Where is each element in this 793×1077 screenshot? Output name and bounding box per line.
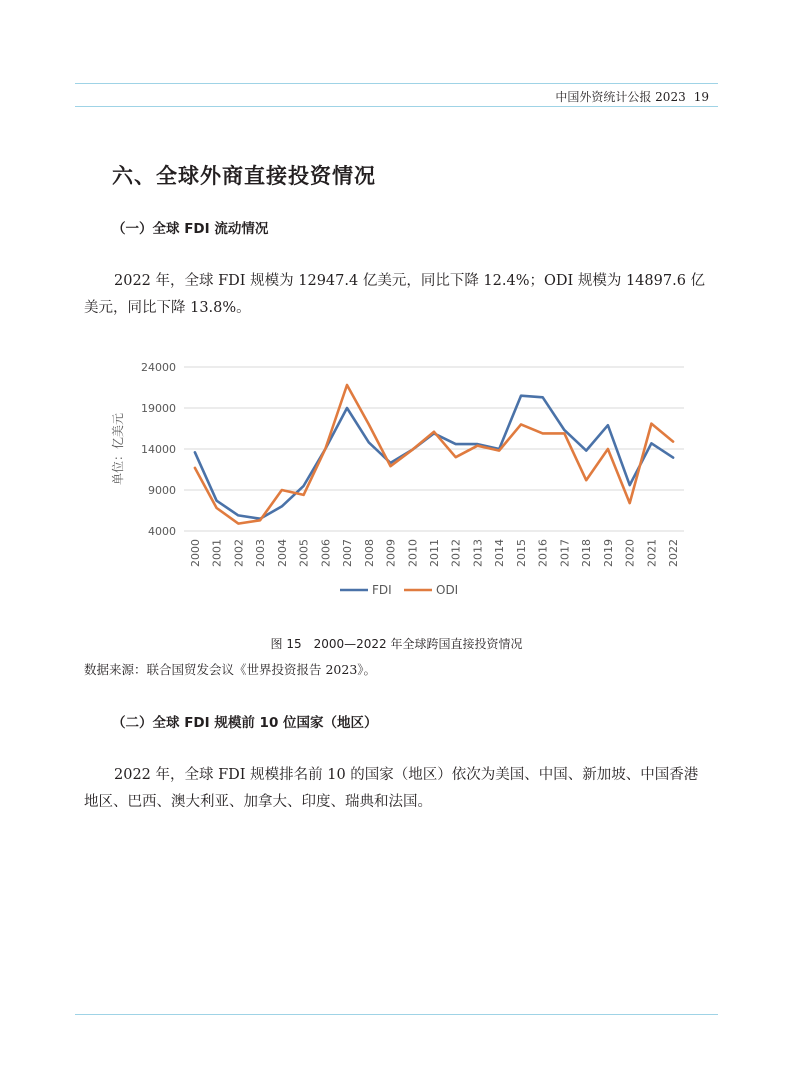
footer-rule <box>75 1014 718 1015</box>
x-tick-label: 2021 <box>645 539 659 567</box>
y-axis-label: 单位：亿美元 <box>111 412 125 486</box>
x-tick-label: 2001 <box>210 539 224 567</box>
subsection-title-2: （二）全球 FDI 规模前 10 位国家（地区） <box>112 715 378 731</box>
x-tick-label: 2016 <box>536 539 550 567</box>
x-tick-label: 2002 <box>232 539 246 567</box>
x-tick-label: 2006 <box>319 539 333 567</box>
x-tick-label: 2005 <box>297 539 311 567</box>
section-title: 六、全球外商直接投资情况 <box>112 164 376 188</box>
paragraph-1: 2022 年，全球 FDI 规模为 12947.4 亿美元，同比下降 12.4%；ODI 规模为 14897.6 亿美元，同比下降 13.8%。 <box>84 273 706 316</box>
data-source: 数据来源：联合国贸发会议《世界投资报告 2023》。 <box>84 662 377 677</box>
y-tick-label: 19000 <box>141 402 176 415</box>
x-tick-label: 2013 <box>471 539 485 567</box>
x-tick-label: 2000 <box>188 539 202 567</box>
x-tick-label: 2018 <box>580 539 594 567</box>
y-tick-label: 9000 <box>148 484 176 497</box>
x-tick-label: 2015 <box>514 539 528 567</box>
x-tick-label: 2017 <box>558 539 572 567</box>
running-header <box>555 88 709 105</box>
fdi-odi-line-chart <box>100 350 700 610</box>
x-tick-label: 2011 <box>428 539 441 567</box>
x-tick-label: 2012 <box>449 539 463 567</box>
x-tick-label: 2004 <box>275 539 289 567</box>
figure-caption: 图 15 2000—2022 年全球跨国直接投资情况 <box>270 637 523 651</box>
x-tick-label: 2022 <box>667 539 681 567</box>
x-tick-label: 2009 <box>384 539 398 567</box>
y-tick-label: 4000 <box>148 525 176 538</box>
header-title: 中国外资统计公报 2023 <box>555 90 686 104</box>
y-tick-label: 14000 <box>141 443 176 456</box>
x-tick-label: 2008 <box>362 539 376 567</box>
x-tick-label: 2020 <box>623 539 637 567</box>
header-rule-bottom <box>75 106 718 107</box>
x-tick-label: 2003 <box>254 539 268 567</box>
x-tick-label: 2010 <box>406 539 420 567</box>
y-tick-label: 24000 <box>141 361 176 374</box>
x-tick-label: 2019 <box>601 539 615 567</box>
subsection-title-1: （一）全球 FDI 流动情况 <box>112 221 269 237</box>
page-number: 19 <box>693 90 709 104</box>
x-tick-label: 2014 <box>493 539 507 567</box>
legend-label-fdi: FDI <box>372 583 392 597</box>
paragraph-2: 2022 年，全球 FDI 规模排名前 10 的国家（地区）依次为美国、中国、新加坡、中国香港地区、巴西、澳大利亚、加拿大、印度、瑞典和法国。 <box>84 767 699 810</box>
x-tick-label: 2007 <box>341 539 355 567</box>
header-rule-top <box>75 83 718 84</box>
legend-label-odi: ODI <box>436 583 459 597</box>
series-line-odi <box>195 385 673 524</box>
